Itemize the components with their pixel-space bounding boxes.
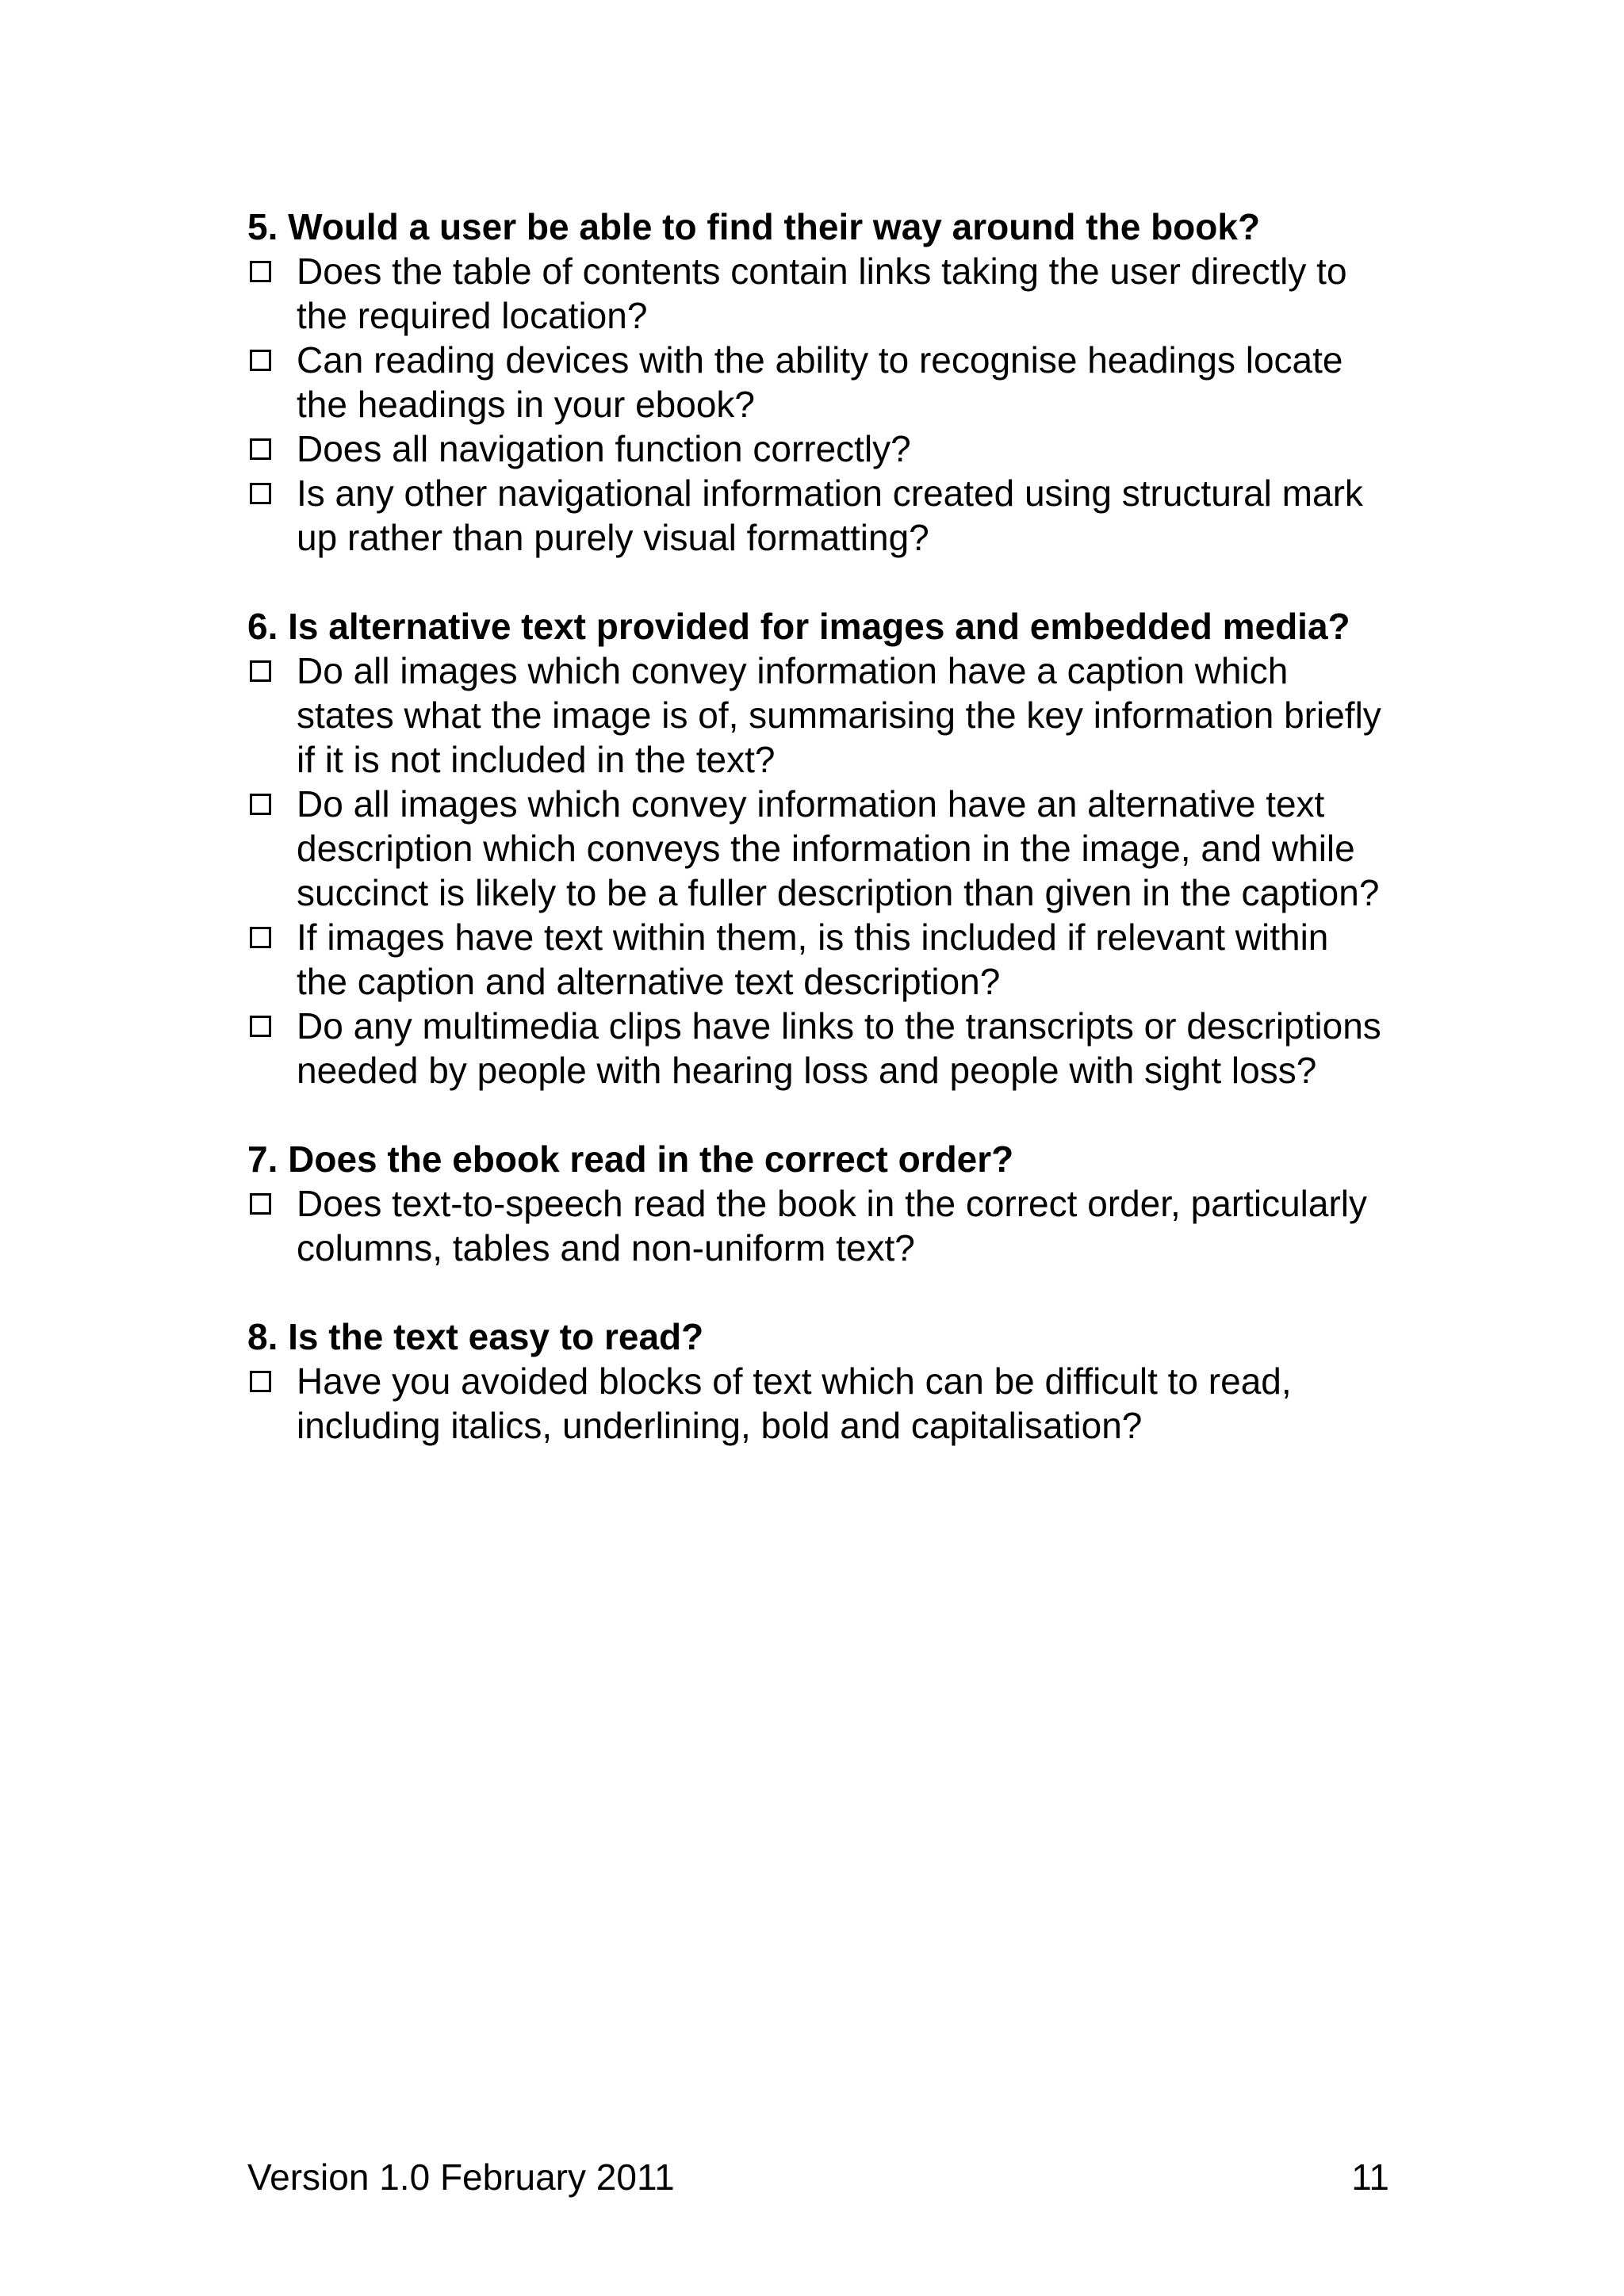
checklist-item — [247, 915, 1389, 1004]
checklist — [247, 1359, 1389, 1448]
checkbox[interactable] — [250, 483, 271, 504]
checkbox[interactable] — [250, 794, 271, 815]
checkbox[interactable] — [250, 660, 271, 682]
checklist-item-text: Do all images which convey information have a caption which states what the image is of, summarising the key information briefly if it is not included in the text? — [297, 650, 1381, 780]
checklist-section-5 — [247, 205, 1389, 560]
checklist-item-text: Do all images which convey information have an alternative text description which conveys the information in the image, and while succinct is likely to be a fuller description than given in the caption? — [297, 783, 1380, 913]
checklist-section-7 — [247, 1137, 1389, 1270]
checklist — [247, 1181, 1389, 1270]
section-heading: 8. Is the text easy to read? — [247, 1316, 704, 1357]
checklist — [247, 249, 1389, 560]
section-heading: 5. Would a user be able to find their way around the book? — [247, 206, 1261, 247]
checklist-item — [247, 471, 1389, 560]
checklist-section-6 — [247, 604, 1389, 1093]
checklist-item-text: Does the table of contents contain links taking the user directly to the required location? — [297, 251, 1347, 336]
checklist-item-text: Can reading devices with the ability to recognise headings locate the headings in your ebook? — [297, 339, 1343, 425]
checkbox[interactable] — [250, 261, 271, 282]
checkbox[interactable] — [250, 1371, 271, 1392]
checklist-item-text: Is any other navigational information created using structural mark up rather than purely visual formatting? — [297, 473, 1363, 558]
checklist-item — [247, 649, 1389, 782]
checkbox[interactable] — [250, 1016, 271, 1037]
document-page — [247, 205, 1389, 1492]
page-number: 11 — [1351, 2156, 1389, 2198]
checklist-item-text: Do any multimedia clips have links to the transcripts or descriptions needed by people with hearing loss and people with sight loss? — [297, 1005, 1381, 1091]
checklist-item-text: Does text-to-speech read the book in the correct order, particularly columns, tables and non-uniform text? — [297, 1183, 1368, 1269]
checklist-item — [247, 1359, 1389, 1448]
checklist-item — [247, 1004, 1389, 1093]
checkbox[interactable] — [250, 927, 271, 948]
checklist-item — [247, 427, 1389, 471]
checklist-item-text: If images have text within them, is this included if relevant within the caption and alternative text description? — [297, 916, 1329, 1002]
checklist-section-8 — [247, 1314, 1389, 1448]
checkbox[interactable] — [250, 438, 271, 460]
checklist-item-text: Does all navigation function correctly? — [297, 428, 911, 469]
checklist-item — [247, 782, 1389, 915]
checklist — [247, 649, 1389, 1093]
checkbox[interactable] — [250, 350, 271, 371]
checkbox[interactable] — [250, 1193, 271, 1215]
section-heading: 6. Is alternative text provided for images and embedded media? — [247, 606, 1350, 647]
checklist-item — [247, 249, 1389, 338]
checklist-item — [247, 338, 1389, 427]
section-heading: 7. Does the ebook read in the correct order? — [247, 1138, 1014, 1180]
version-label: Version 1.0 February 2011 — [247, 2156, 675, 2198]
checklist-item-text: Have you avoided blocks of text which can be difficult to read, including italics, underlining, bold and capitalisation? — [297, 1360, 1292, 1446]
checklist-item — [247, 1181, 1389, 1270]
